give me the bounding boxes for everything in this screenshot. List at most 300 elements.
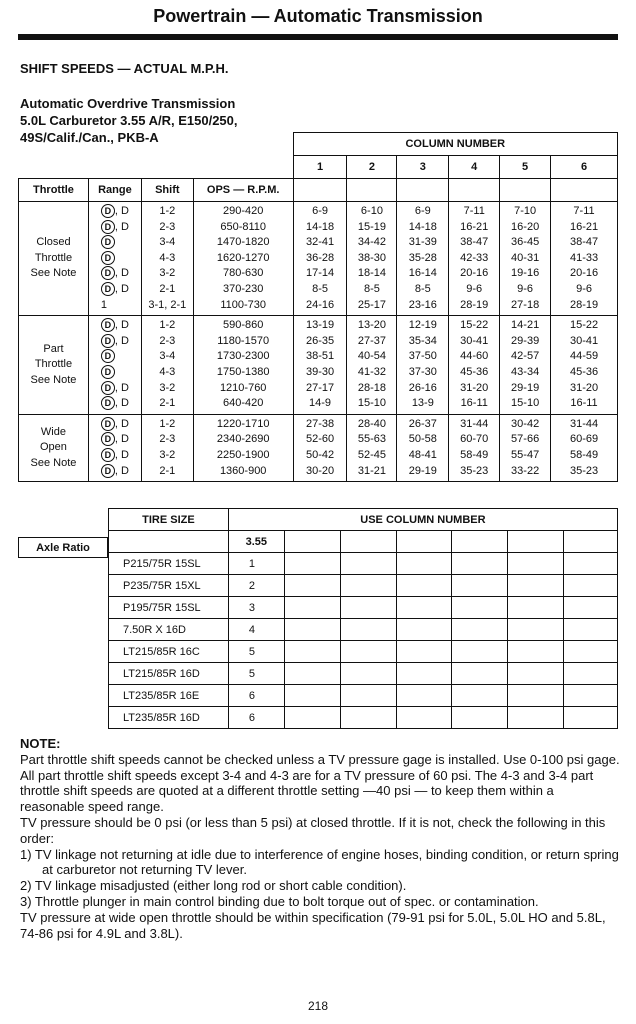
tire-row <box>109 597 618 619</box>
mph-column-1 <box>293 316 347 415</box>
drive-overdrive-icon: D <box>101 266 115 280</box>
ops-rpm-column <box>193 316 293 415</box>
ops-rpm-value: 1100-730 <box>220 298 267 311</box>
tire-size-table <box>108 508 618 729</box>
blank-cell <box>508 531 564 553</box>
blank-cell <box>452 553 508 575</box>
shift-value: 3-4 <box>159 236 176 249</box>
tire-size: LT235/85R 16E <box>109 685 229 707</box>
blank-cell <box>564 619 618 641</box>
blank-cell <box>396 663 452 685</box>
shift-value: 4-3 <box>159 251 176 264</box>
column-numbers-row <box>19 156 618 179</box>
mph-value: 44-60 <box>460 350 489 363</box>
mph-column-5 <box>500 414 551 481</box>
axle-ratio-row <box>109 531 618 553</box>
drive-overdrive-icon: D <box>101 365 115 379</box>
mph-value: 52-45 <box>357 448 386 461</box>
shift-table-body <box>19 133 618 482</box>
blank-cell <box>508 553 564 575</box>
mph-value: 6-9 <box>414 205 431 217</box>
range-entry <box>101 204 141 220</box>
mph-value: 13-20 <box>357 319 386 332</box>
blank-cell <box>452 597 508 619</box>
mph-value: 13-9 <box>411 397 434 410</box>
ops-rpm-value: 1220-1710 <box>216 417 270 430</box>
mph-value: 28-19 <box>460 298 489 311</box>
blank-cell <box>452 619 508 641</box>
mph-value: 50-42 <box>305 448 335 461</box>
blank-cell <box>564 707 618 729</box>
blank-cell <box>564 663 618 685</box>
mph-value: 23-16 <box>408 298 437 311</box>
blank-cell <box>508 707 564 729</box>
note-heading: NOTE: <box>20 736 61 751</box>
mph-value: 14-21 <box>511 319 540 332</box>
tire-size: P215/75R 15SL <box>109 553 229 575</box>
throttle-group-row <box>19 414 618 481</box>
range-text: , D <box>114 417 129 430</box>
blank-cell <box>284 707 340 729</box>
note-paragraph: All part throttle shift speeds except 3-4 and 4-3 are for a TV pressure of 60 psi. The 4-3 and 3-4 part throttle shift speeds are quoted at a different throttle setting —40 psi — to keep them within a reasonable speed range. <box>20 767 594 815</box>
blank-cell <box>396 553 452 575</box>
shift-value: 4-3 <box>159 365 176 378</box>
ops-rpm-column <box>193 414 293 481</box>
mph-value: 6-10 <box>360 205 383 217</box>
shift-value: 3-2 <box>159 267 176 280</box>
drive-overdrive-icon: D <box>101 282 115 296</box>
column-number: 4 <box>449 156 500 179</box>
mph-column-4 <box>449 202 500 316</box>
range-entry <box>101 220 141 236</box>
mph-value: 41-32 <box>357 365 386 378</box>
mph-value: 17-14 <box>305 267 335 280</box>
mph-value: 32-41 <box>305 236 335 249</box>
section-title: SHIFT SPEEDS — ACTUAL M.P.H. <box>20 61 229 76</box>
tire-table-body <box>109 509 618 729</box>
mph-value: 9-6 <box>466 282 483 295</box>
mph-value: 26-35 <box>305 334 335 347</box>
mph-value: 33-22 <box>511 464 540 477</box>
blank-cell <box>396 685 452 707</box>
mph-value: 41-33 <box>569 251 599 264</box>
mph-column-1 <box>293 202 347 316</box>
mph-value: 36-28 <box>305 251 335 264</box>
note-paragraph: Part throttle shift speeds cannot be checked unless a TV pressure gage is installed. Use 0-100 psi gage. <box>20 751 620 767</box>
range-column <box>88 414 141 481</box>
drive-overdrive-icon: D <box>101 318 115 332</box>
ops-rpm-value: 1360-900 <box>219 464 267 477</box>
ops-rpm-column <box>193 202 293 316</box>
range-text: , D <box>114 220 129 233</box>
range-text: , D <box>114 381 129 394</box>
mph-value: 42-57 <box>511 350 540 363</box>
mph-value: 30-41 <box>569 334 599 347</box>
mph-value: 7-11 <box>573 205 595 217</box>
mph-value: 31-21 <box>357 464 386 477</box>
shift-value: 1-2 <box>159 205 176 217</box>
mph-value: 16-14 <box>408 267 437 280</box>
subtitle-line: 49S/Calif./Can., PKB-A <box>20 130 159 145</box>
blank-cell <box>396 619 452 641</box>
blank-cell <box>19 133 294 156</box>
range-entry <box>101 396 141 412</box>
page-number: 218 <box>307 999 329 1013</box>
mph-value: 38-47 <box>460 236 489 249</box>
mph-value: 28-18 <box>357 381 386 394</box>
column-number-value: 5 <box>228 663 284 685</box>
throttle-label-line: See Note <box>30 267 77 280</box>
throttle-label-line: Throttle <box>34 251 73 264</box>
blank-cell <box>508 619 564 641</box>
header-rule <box>18 34 618 40</box>
ops-rpm-value: 2250-1900 <box>216 448 270 461</box>
tire-row <box>109 707 618 729</box>
blank-cell <box>449 179 500 202</box>
mph-value: 36-45 <box>511 236 540 249</box>
mph-value: 8-5 <box>363 282 380 295</box>
range-text: , D <box>114 319 129 332</box>
blank-cell <box>452 531 508 553</box>
ops-rpm-value: 590-860 <box>223 319 264 332</box>
mph-column-1 <box>293 414 347 481</box>
mph-value: 14-18 <box>408 220 437 233</box>
mph-value: 45-36 <box>569 365 599 378</box>
blank-cell <box>508 663 564 685</box>
mph-column-6 <box>551 414 618 481</box>
throttle-condition <box>19 202 89 316</box>
mph-value: 14-9 <box>309 397 332 410</box>
mph-column-4 <box>449 316 500 415</box>
blank-cell <box>452 641 508 663</box>
blank-cell <box>19 156 294 179</box>
mph-value: 31-20 <box>569 381 599 394</box>
blank-cell <box>340 619 396 641</box>
blank-cell <box>564 597 618 619</box>
column-number: 2 <box>347 156 397 179</box>
mph-value: 27-18 <box>511 298 540 311</box>
ops-rpm-value: 290-420 <box>223 205 264 217</box>
blank-cell <box>284 619 340 641</box>
blank-cell <box>340 641 396 663</box>
mph-value: 24-16 <box>305 298 335 311</box>
blank-cell <box>452 685 508 707</box>
ops-rpm-value: 1730-2300 <box>216 350 270 363</box>
mph-value: 7-10 <box>514 205 537 217</box>
range-column <box>88 202 141 316</box>
blank-cell <box>452 575 508 597</box>
mph-value: 26-37 <box>408 417 437 430</box>
mph-value: 39-30 <box>305 365 335 378</box>
range-entry <box>101 235 141 251</box>
drive-overdrive-icon: D <box>101 334 115 348</box>
mph-value: 27-38 <box>305 417 335 430</box>
blank-cell <box>397 179 449 202</box>
tire-row <box>109 575 618 597</box>
mph-column-2 <box>347 202 397 316</box>
mph-value: 14-18 <box>305 220 335 233</box>
column-number-header-row <box>19 133 618 156</box>
shift-value: 3-4 <box>159 350 176 363</box>
note-closing: TV pressure at wide open throttle should be within specification (79-91 psi for 5.0L, 5.0L HO and 5.8L, 74-86 psi for 4.9L and 3.8L). <box>20 909 606 941</box>
shift-value: 2-1 <box>159 282 176 295</box>
mph-value: 19-16 <box>511 267 540 280</box>
note-paragraph: TV pressure should be 0 psi (or less than 5 psi) at closed throttle. If it is not, check the following in this order: <box>20 814 606 846</box>
mph-value: 42-33 <box>460 251 489 264</box>
shift-column <box>141 202 193 316</box>
blank-cell <box>284 575 340 597</box>
ops-rpm-value: 1620-1270 <box>216 251 270 264</box>
mph-value: 15-19 <box>357 220 386 233</box>
mph-value: 27-37 <box>357 334 386 347</box>
throttle-label-line: See Note <box>30 373 77 386</box>
page-header-title: Powertrain — Automatic Transmission <box>153 6 483 26</box>
note-section <box>20 736 620 941</box>
subtitle-line: 5.0L Carburetor 3.55 A/R, E150/250, <box>20 113 238 128</box>
shift-value: 2-1 <box>159 397 176 410</box>
mph-value: 40-31 <box>511 251 540 264</box>
blank-cell <box>284 663 340 685</box>
column-number-label: COLUMN NUMBER <box>293 133 617 156</box>
tire-row <box>109 641 618 663</box>
mph-value: 13-19 <box>305 319 335 332</box>
column-number-value: 4 <box>228 619 284 641</box>
mph-value: 57-66 <box>511 433 540 446</box>
blank-cell <box>508 641 564 663</box>
mph-value: 16-11 <box>570 397 598 410</box>
throttle-label-line: Wide <box>40 425 66 438</box>
axle-ratio-label: Axle Ratio <box>18 537 108 558</box>
blank-cell <box>508 575 564 597</box>
mph-value: 35-23 <box>460 464 489 477</box>
drive-overdrive-icon: D <box>101 381 115 395</box>
header-ops: OPS — R.P.M. <box>193 179 293 202</box>
throttle-group-row <box>19 316 618 415</box>
shift-value: 2-1 <box>159 464 176 477</box>
mph-value: 38-30 <box>357 251 386 264</box>
mph-value: 7-11 <box>463 205 485 217</box>
mph-column-6 <box>551 202 618 316</box>
drive-overdrive-icon: D <box>101 204 115 218</box>
note-list-item: 1) TV linkage not returning at idle due to interference of engine hoses, binding condition, or return spring at carburetor not returning TV lever. <box>20 846 619 878</box>
blank-cell <box>340 707 396 729</box>
mph-value: 16-21 <box>460 220 489 233</box>
blank-cell <box>347 179 397 202</box>
mph-value: 8-5 <box>414 282 431 295</box>
column-number-value: 6 <box>228 707 284 729</box>
range-entry <box>101 334 141 350</box>
mph-value: 15-22 <box>569 319 599 332</box>
drive-overdrive-icon: D <box>101 251 115 265</box>
shift-column <box>141 316 193 415</box>
mph-value: 55-63 <box>357 433 386 446</box>
mph-value: 12-19 <box>408 319 437 332</box>
blank-cell <box>396 531 452 553</box>
range-text: , D <box>114 267 129 280</box>
blank-cell <box>396 575 452 597</box>
mph-value: 16-11 <box>460 397 488 410</box>
mph-value: 38-51 <box>305 350 335 363</box>
throttle-label-line: Throttle <box>34 358 73 371</box>
use-column-number-header: USE COLUMN NUMBER <box>228 509 617 531</box>
mph-value: 40-54 <box>357 350 386 363</box>
throttle-group-row <box>19 202 618 316</box>
ops-rpm-value: 370-230 <box>223 282 264 295</box>
mph-value: 31-44 <box>569 417 599 430</box>
mph-column-2 <box>347 316 397 415</box>
mph-value: 37-50 <box>408 350 437 363</box>
mph-value: 48-41 <box>408 448 437 461</box>
throttle-condition <box>19 316 89 415</box>
ops-rpm-value: 640-420 <box>223 397 264 410</box>
range-entry <box>101 298 141 314</box>
blank-cell <box>508 685 564 707</box>
tire-row <box>109 553 618 575</box>
tire-size: LT215/85R 16C <box>109 641 229 663</box>
blank-cell <box>508 597 564 619</box>
mph-value: 44-59 <box>569 350 599 363</box>
blank-cell <box>340 575 396 597</box>
mph-value: 20-16 <box>569 267 599 280</box>
range-entry <box>101 464 141 480</box>
column-number: 5 <box>500 156 551 179</box>
tire-size: P195/75R 15SL <box>109 597 229 619</box>
throttle-label-line: See Note <box>30 456 77 469</box>
mph-value: 30-42 <box>511 417 540 430</box>
mph-value: 15-10 <box>357 397 386 410</box>
blank-cell <box>564 553 618 575</box>
subtitle-line: Automatic Overdrive Transmission <box>20 96 236 111</box>
mph-column-3 <box>397 316 449 415</box>
mph-value: 9-6 <box>576 282 592 295</box>
header-range: Range <box>88 179 141 202</box>
mph-value: 35-28 <box>408 251 437 264</box>
column-number: 1 <box>293 156 347 179</box>
drive-overdrive-icon: D <box>101 464 115 478</box>
range-entry <box>101 251 141 267</box>
shift-value: 1-2 <box>159 319 176 332</box>
blank-cell <box>564 575 618 597</box>
blank-cell <box>293 179 347 202</box>
column-number: 3 <box>397 156 449 179</box>
blank-cell <box>340 597 396 619</box>
mph-value: 55-47 <box>511 448 540 461</box>
mph-column-6 <box>551 316 618 415</box>
mph-value: 38-47 <box>569 236 599 249</box>
mph-value: 27-17 <box>305 381 335 394</box>
mph-value: 8-5 <box>312 282 328 295</box>
mph-value: 60-70 <box>460 433 489 446</box>
blank-cell <box>284 597 340 619</box>
range-entry <box>101 448 141 464</box>
range-entry <box>101 417 141 433</box>
mph-value: 58-49 <box>460 448 489 461</box>
mph-value: 31-44 <box>460 417 489 430</box>
tire-row <box>109 663 618 685</box>
mph-column-5 <box>500 202 551 316</box>
shift-value: 3-2 <box>159 448 176 461</box>
mph-value: 58-49 <box>569 448 599 461</box>
mph-value: 9-6 <box>517 282 534 295</box>
shift-value: 3-1, 2-1 <box>148 298 187 311</box>
mph-value: 50-58 <box>408 433 437 446</box>
mph-value: 18-14 <box>357 267 386 280</box>
throttle-condition <box>19 414 89 481</box>
mph-value: 60-69 <box>569 433 599 446</box>
column-number-value: 3 <box>228 597 284 619</box>
table-header-row <box>19 179 618 202</box>
axle-ratio-value: 3.55 <box>228 531 284 553</box>
blank-cell <box>396 707 452 729</box>
mph-value: 34-42 <box>357 236 386 249</box>
mph-column-3 <box>397 414 449 481</box>
drive-overdrive-icon: D <box>101 235 115 249</box>
ops-rpm-value: 1180-1570 <box>217 334 270 347</box>
range-text: 1 <box>100 298 108 311</box>
mph-value: 20-16 <box>460 267 489 280</box>
range-entry <box>101 266 141 282</box>
column-number-value: 5 <box>228 641 284 663</box>
mph-value: 29-19 <box>408 464 437 477</box>
range-entry <box>101 282 141 298</box>
range-text: , D <box>114 205 129 217</box>
column-number-value: 6 <box>228 685 284 707</box>
mph-value: 30-41 <box>460 334 489 347</box>
tire-row <box>109 685 618 707</box>
mph-value: 16-20 <box>511 220 540 233</box>
mph-value: 45-36 <box>460 365 489 378</box>
range-text: , D <box>114 282 129 295</box>
ops-rpm-value: 650-8110 <box>220 220 267 233</box>
range-entry <box>101 349 141 365</box>
ops-rpm-value: 1750-1380 <box>216 365 270 378</box>
ops-rpm-value: 2340-2690 <box>216 433 270 446</box>
range-entry <box>101 381 141 397</box>
drive-overdrive-icon: D <box>101 417 115 431</box>
blank-cell <box>500 179 551 202</box>
drive-overdrive-icon: D <box>101 220 115 234</box>
drive-overdrive-icon: D <box>101 349 115 363</box>
range-entry <box>101 365 141 381</box>
mph-value: 29-19 <box>511 381 540 394</box>
tire-size: P235/75R 15XL <box>109 575 229 597</box>
ops-rpm-value: 1210-760 <box>219 381 267 394</box>
shift-value: 1-2 <box>159 417 176 430</box>
column-number-value: 1 <box>228 553 284 575</box>
drive-overdrive-icon: D <box>101 396 115 410</box>
blank-cell <box>551 179 618 202</box>
throttle-label-line: Open <box>40 441 67 454</box>
range-text: , D <box>114 448 129 461</box>
mph-value: 31-20 <box>460 381 489 394</box>
mph-value: 25-17 <box>357 298 386 311</box>
drive-overdrive-icon: D <box>101 448 115 462</box>
blank-cell <box>340 685 396 707</box>
mph-value: 35-34 <box>408 334 437 347</box>
shift-value: 2-3 <box>159 220 176 233</box>
mph-value: 30-20 <box>305 464 335 477</box>
mph-value: 28-40 <box>357 417 386 430</box>
header-throttle: Throttle <box>19 179 89 202</box>
shift-speed-table <box>18 132 618 482</box>
blank-cell <box>284 685 340 707</box>
mph-value: 28-19 <box>569 298 599 311</box>
mph-column-4 <box>449 414 500 481</box>
mph-value: 43-34 <box>511 365 540 378</box>
blank-cell <box>284 531 340 553</box>
column-number: 6 <box>551 156 618 179</box>
drive-overdrive-icon: D <box>101 432 115 446</box>
